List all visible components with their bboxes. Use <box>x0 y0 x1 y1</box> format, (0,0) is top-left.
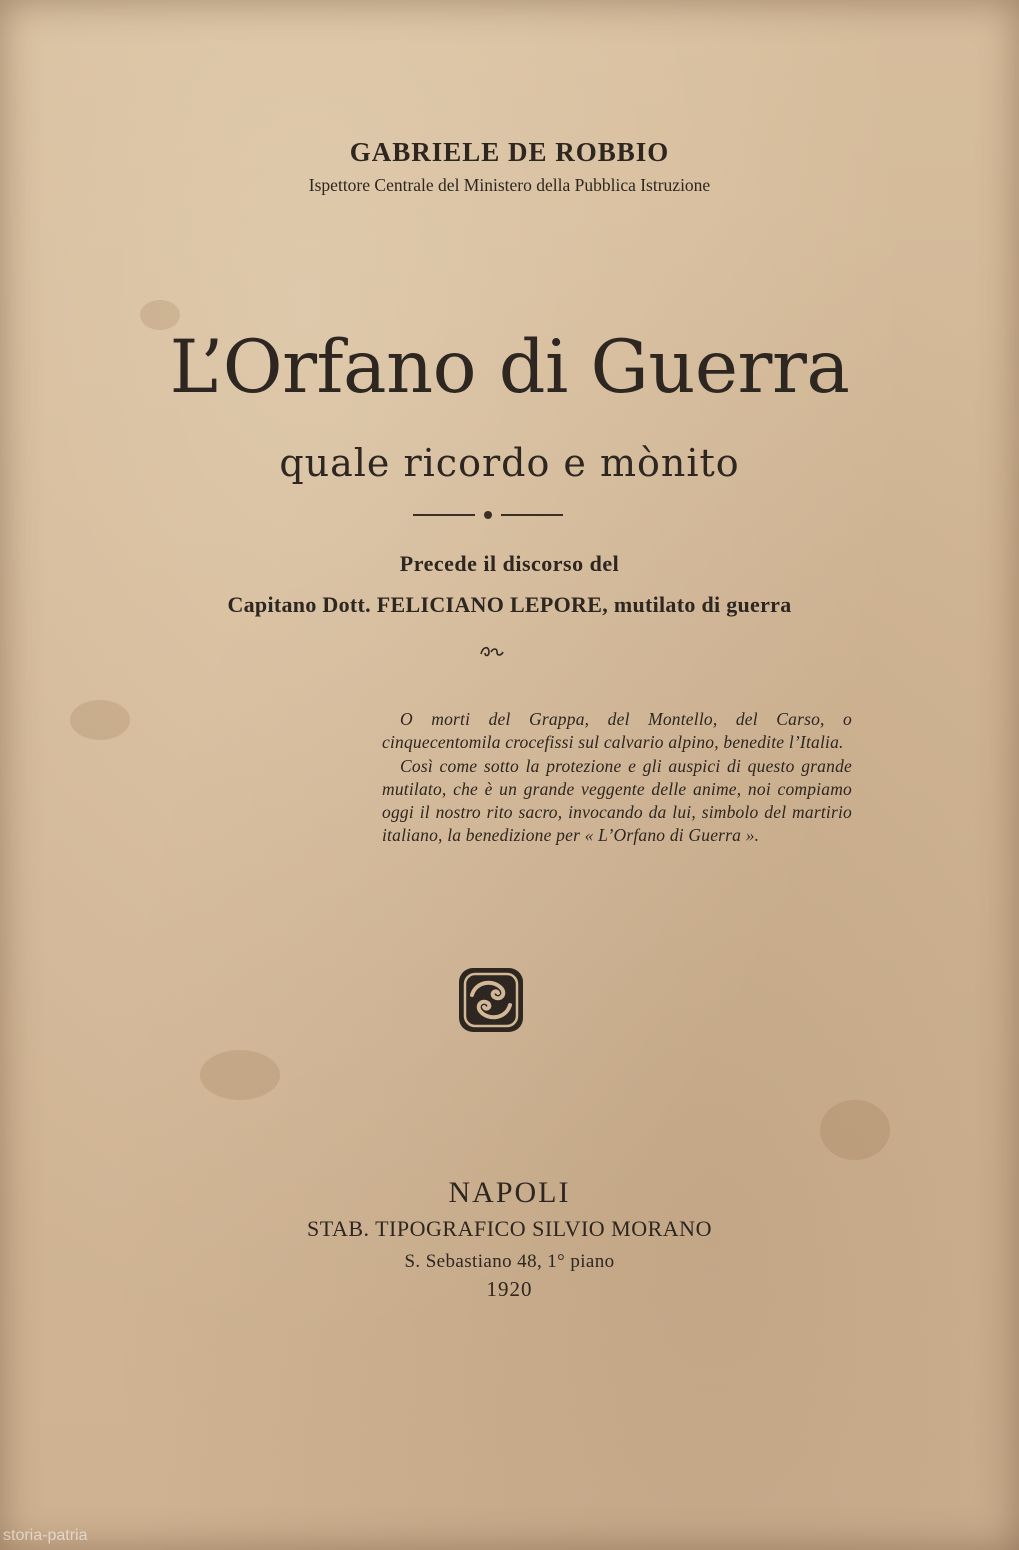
stain <box>820 1100 890 1160</box>
author-name: GABRIELE DE ROBBIO <box>349 137 670 167</box>
quote-paragraph: Così come sotto la protezione e gli auspici di questo grande mutilato, che è un grande veggente delle anime, noi compiamo oggi il nostro rito sacro, invocando da lui, simbolo del martirio italiano, la benedizione per « L’Orfano di Guerra ». <box>382 755 852 846</box>
watermark: storia-patria <box>3 1527 88 1544</box>
preface-line-2: Capitano Dott. FELICIANO LEPORE, mutilato di guerra <box>227 592 792 617</box>
publication-year: 1920 <box>486 1277 533 1301</box>
dedication-quote <box>382 708 852 848</box>
stain <box>200 1050 280 1100</box>
stain <box>70 700 130 740</box>
divider-ornament <box>413 511 563 519</box>
book-subtitle: quale ricordo e mònito <box>279 441 740 485</box>
printer-name: STAB. TIPOGRAFICO SILVIO MORANO <box>307 1216 712 1241</box>
quote-paragraph: O morti del Grappa, del Montello, del Carso, o cinquecentomila crocefissi sul calvario alpino, benedite l’Italia. <box>382 709 852 753</box>
preface-line-1: Precede il discorso del <box>399 551 620 576</box>
flourish-icon <box>479 644 505 660</box>
publisher-emblem-icon <box>456 965 526 1035</box>
author-role: Ispettore Centrale del Ministero della Pubblica Istruzione <box>308 175 711 195</box>
book-title: L’Orfano di Guerra <box>169 325 850 410</box>
printer-address: S. Sebastiano 48, 1° piano <box>404 1251 615 1272</box>
publication-city: NAPOLI <box>448 1176 571 1209</box>
